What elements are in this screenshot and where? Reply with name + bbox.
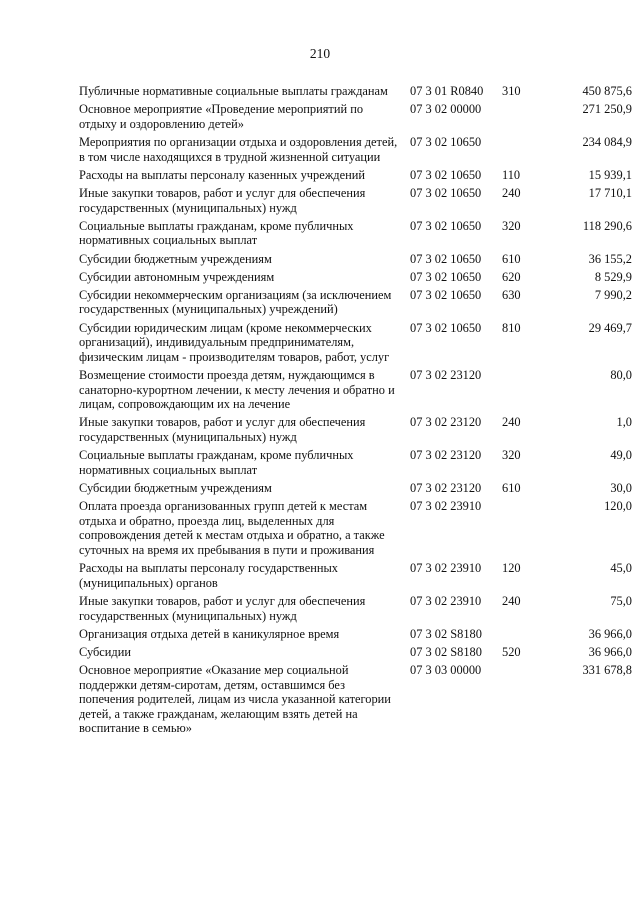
row-expense-type: 620 bbox=[502, 269, 521, 284]
row-code: 07 3 03 00000 bbox=[410, 663, 482, 678]
row-code: 07 3 02 23910 bbox=[410, 561, 482, 576]
table-row bbox=[0, 645, 640, 660]
row-description: Субсидии юридическим лицам (кроме некоммерческих организаций), индивидуальным предпринимателям, физическим лицам - производителям товаров, работ, услуг bbox=[79, 320, 390, 364]
row-amount: 80,0 bbox=[610, 368, 632, 383]
row-code: 07 3 02 23910 bbox=[410, 499, 482, 514]
row-expense-type: 630 bbox=[502, 287, 521, 302]
row-amount: 36 966,0 bbox=[588, 644, 632, 659]
row-code: 07 3 02 10650 bbox=[410, 251, 482, 266]
row-amount: 450 875,6 bbox=[582, 84, 632, 98]
table-row bbox=[0, 186, 640, 215]
table-row bbox=[0, 102, 640, 131]
row-amount: 234 084,9 bbox=[582, 134, 632, 149]
table-row bbox=[0, 448, 640, 477]
page-number: 210 bbox=[309, 46, 331, 61]
table-row bbox=[0, 84, 640, 99]
row-description: Мероприятия по организации отдыха и оздоровления детей, в том числе находящихся в трудной жизненной ситуации bbox=[79, 134, 398, 164]
table-row bbox=[0, 252, 640, 267]
row-code: 07 3 02 S8180 bbox=[410, 644, 482, 659]
row-expense-type: 610 bbox=[502, 251, 521, 266]
row-code: 07 3 02 10650 bbox=[410, 167, 482, 182]
row-code: 07 3 02 10650 bbox=[410, 134, 482, 149]
row-description: Оплата проезда организованных групп детей к местам отдыха и обратно, проезда лиц, выделенных для сопровождения детей к местам отдыха и обратно, а также суточных на время их пребывания в пути и проживания bbox=[79, 499, 385, 557]
row-description: Организация отдыха детей в каникулярное время bbox=[79, 626, 340, 641]
row-code: 07 3 02 23120 bbox=[410, 368, 482, 383]
table-row bbox=[0, 368, 640, 412]
row-code: 07 3 02 10650 bbox=[410, 320, 482, 335]
table-row bbox=[0, 168, 640, 183]
row-expense-type bbox=[502, 627, 532, 642]
table-row bbox=[0, 219, 640, 248]
row-amount: 8 529,9 bbox=[594, 269, 632, 284]
row-description: Публичные нормативные социальные выплаты гражданам bbox=[79, 84, 388, 98]
row-amount: 331 678,8 bbox=[582, 663, 632, 678]
row-description: Социальные выплаты гражданам, кроме публичных нормативных социальных выплат bbox=[79, 218, 354, 248]
row-amount: 271 250,9 bbox=[582, 102, 632, 117]
row-code: 07 3 02 10650 bbox=[410, 218, 482, 233]
table-row bbox=[0, 561, 640, 590]
row-code: 07 3 02 S8180 bbox=[410, 626, 482, 641]
row-expense-type: 520 bbox=[502, 644, 521, 659]
row-expense-type: 240 bbox=[502, 593, 521, 608]
row-code: 07 3 02 23120 bbox=[410, 415, 482, 430]
row-expense-type: 610 bbox=[502, 480, 521, 495]
row-code: 07 3 02 23120 bbox=[410, 448, 482, 463]
row-expense-type: 810 bbox=[502, 320, 521, 335]
row-description: Расходы на выплаты персоналу казенных учреждений bbox=[79, 167, 365, 182]
row-code: 07 3 02 10650 bbox=[410, 269, 482, 284]
row-description: Субсидии автономным учреждениям bbox=[79, 269, 275, 284]
table-row bbox=[0, 481, 640, 496]
table-row bbox=[0, 321, 640, 365]
budget-table bbox=[0, 84, 640, 740]
row-expense-type bbox=[502, 663, 532, 736]
row-expense-type: 240 bbox=[502, 185, 521, 200]
table-row bbox=[0, 663, 640, 736]
row-expense-type: 240 bbox=[502, 415, 521, 430]
row-expense-type bbox=[502, 499, 532, 557]
row-code: 07 3 02 23910 bbox=[410, 593, 482, 608]
row-code: 07 3 02 00000 bbox=[410, 102, 482, 117]
row-expense-type: 320 bbox=[502, 448, 521, 463]
row-amount: 75,0 bbox=[610, 593, 632, 608]
table-row bbox=[0, 135, 640, 164]
row-description: Субсидии bbox=[79, 644, 131, 659]
row-amount: 15 939,1 bbox=[588, 167, 632, 182]
row-amount: 36 966,0 bbox=[588, 626, 632, 641]
row-amount: 118 290,6 bbox=[582, 218, 632, 233]
row-amount: 29 469,7 bbox=[588, 320, 632, 335]
row-description: Субсидии бюджетным учреждениям bbox=[79, 480, 272, 495]
row-expense-type bbox=[502, 135, 532, 164]
row-description: Иные закупки товаров, работ и услуг для обеспечения государственных (муниципальных) нужд bbox=[79, 593, 366, 623]
row-amount: 36 155,2 bbox=[588, 251, 632, 266]
row-amount: 7 990,2 bbox=[594, 287, 632, 302]
row-description: Социальные выплаты гражданам, кроме публичных нормативных социальных выплат bbox=[79, 448, 354, 477]
row-code: 07 3 02 10650 bbox=[410, 287, 482, 302]
table-row bbox=[0, 270, 640, 285]
row-code: 07 3 02 10650 bbox=[410, 185, 482, 200]
row-expense-type: 310 bbox=[502, 84, 521, 98]
table-row bbox=[0, 415, 640, 444]
row-description: Возмещение стоимости проезда детям, нуждающимся в санаторно-курортном лечении, к месту лечения и обратно и лицам, сопровождающим их на лечение bbox=[79, 368, 395, 412]
table-row bbox=[0, 627, 640, 642]
table-row bbox=[0, 594, 640, 623]
row-description: Иные закупки товаров, работ и услуг для обеспечения государственных (муниципальных) нужд bbox=[79, 185, 366, 215]
row-amount: 1,0 bbox=[616, 415, 632, 430]
row-amount: 49,0 bbox=[610, 448, 632, 463]
row-expense-type: 120 bbox=[502, 561, 521, 576]
table-row bbox=[0, 499, 640, 557]
row-amount: 17 710,1 bbox=[588, 185, 632, 200]
row-description: Субсидии некоммерческим организациям (за исключением государственных (муниципальных) учреждений) bbox=[79, 287, 392, 317]
row-expense-type: 320 bbox=[502, 218, 521, 233]
row-description: Основное мероприятие «Оказание мер социальной поддержки детям-сиротам, детям, оставшимся без попечения родителей, лицам из числа указанной категории детей, а также гражданам, желающим взять детей на воспитание в семью» bbox=[79, 663, 391, 736]
row-expense-type: 110 bbox=[502, 167, 521, 182]
row-description: Основное мероприятие «Проведение мероприятий по отдыху и оздоровлению детей» bbox=[79, 102, 364, 131]
row-code: 07 3 02 23120 bbox=[410, 480, 482, 495]
row-amount: 120,0 bbox=[604, 499, 632, 514]
row-code: 07 3 01 R0840 bbox=[410, 84, 484, 98]
row-description: Иные закупки товаров, работ и услуг для обеспечения государственных (муниципальных) нужд bbox=[79, 415, 366, 444]
row-amount: 45,0 bbox=[610, 561, 632, 576]
row-description: Расходы на выплаты персоналу государственных (муниципальных) органов bbox=[79, 561, 338, 590]
table-row bbox=[0, 288, 640, 317]
row-expense-type bbox=[502, 368, 532, 412]
row-amount: 30,0 bbox=[610, 480, 632, 495]
row-expense-type bbox=[502, 102, 532, 131]
row-description: Субсидии бюджетным учреждениям bbox=[79, 251, 272, 266]
